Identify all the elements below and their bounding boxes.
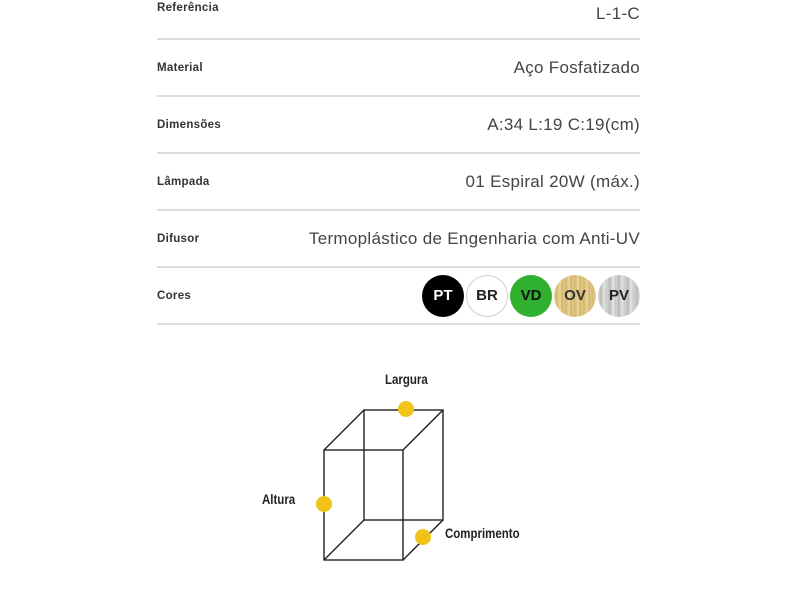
spec-value: Aço Fosfatizado <box>513 57 640 77</box>
color-swatch-vd[interactable]: VD <box>510 275 552 317</box>
spec-table <box>157 0 640 325</box>
color-swatches <box>422 275 640 317</box>
color-swatch-ov[interactable]: OV <box>554 275 596 317</box>
spec-value: A:34 L:19 C:19(cm) <box>487 114 640 134</box>
spec-label: Cores <box>157 289 192 302</box>
spec-value: L-1-C <box>595 4 640 23</box>
spec-label: Material <box>157 61 203 74</box>
spec-row-diffuser <box>157 211 640 268</box>
height-marker <box>316 496 332 512</box>
spec-row-material <box>157 40 640 97</box>
spec-label: Dimensões <box>157 118 222 131</box>
color-swatch-pt[interactable]: PT <box>422 275 464 317</box>
spec-label: Difusor <box>157 232 200 245</box>
spec-value: 01 Espiral 20W (máx.) <box>465 171 640 191</box>
color-swatch-pv[interactable]: PV <box>598 275 640 317</box>
spec-row-colors <box>157 268 640 325</box>
spec-row-dimensions <box>157 97 640 154</box>
length-label: Comprimento <box>445 525 520 541</box>
width-label: Largura <box>385 371 428 387</box>
width-marker <box>398 401 414 417</box>
spec-row-reference <box>157 0 640 40</box>
spec-label: Lâmpada <box>157 175 210 188</box>
length-marker <box>415 529 431 545</box>
dimensions-diagram <box>250 362 550 572</box>
spec-label: Referência <box>157 2 219 14</box>
spec-row-lamp <box>157 154 640 211</box>
height-label: Altura <box>262 491 296 507</box>
spec-value: Termoplástico de Engenharia com Anti-UV <box>308 228 640 248</box>
color-swatch-br[interactable]: BR <box>466 275 508 317</box>
